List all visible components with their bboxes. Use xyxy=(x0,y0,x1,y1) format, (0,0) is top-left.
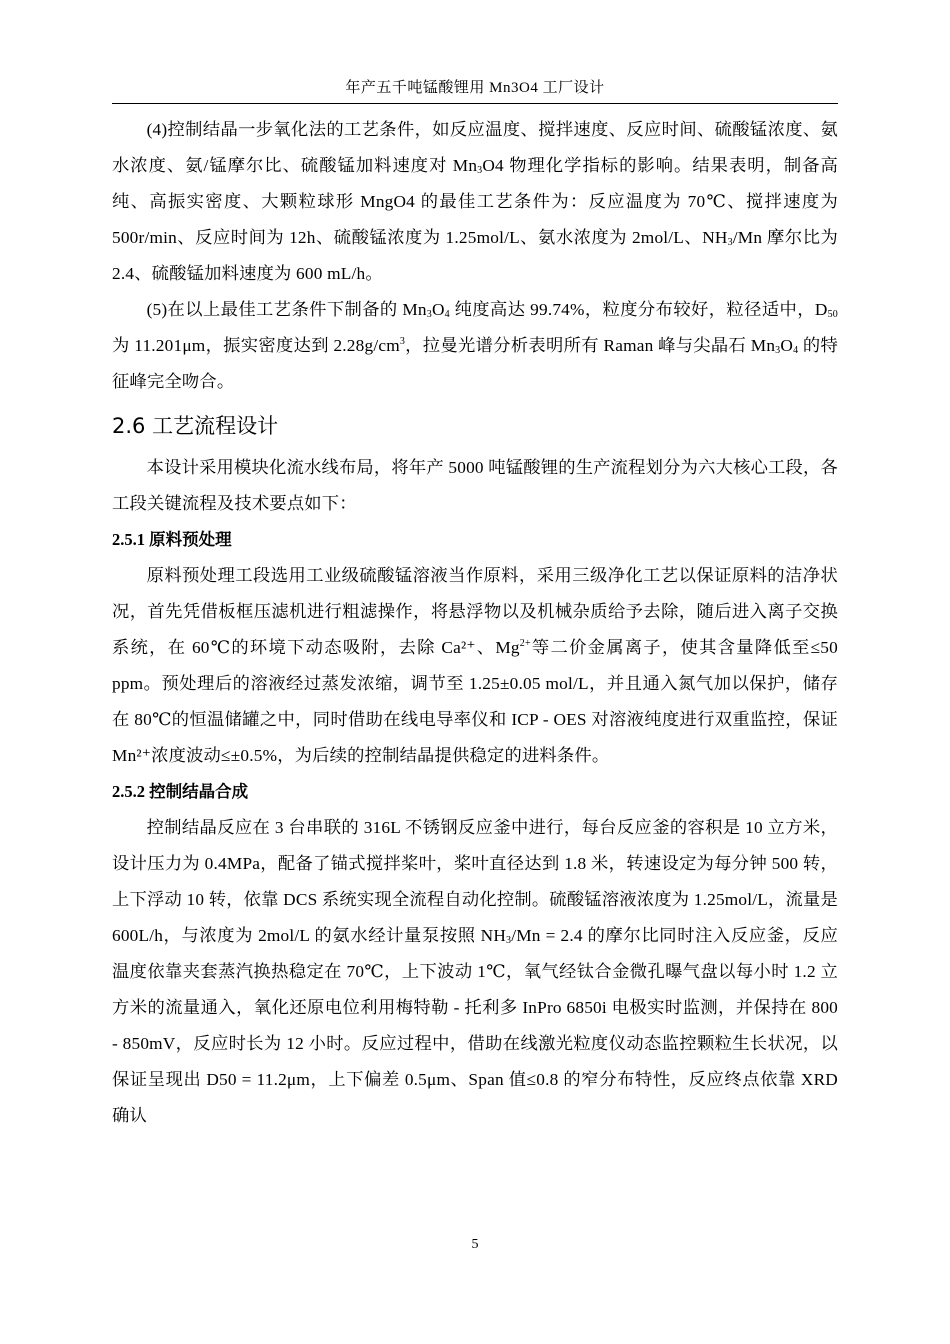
p5-sup-h: 3 xyxy=(399,336,406,347)
p4-sub-b: 3 xyxy=(477,165,483,176)
p4-text-c: O4 物理化学指标的影响。结果表明，制备高纯、高振实密度、大颗粒球形 MngO4 的最佳工艺条件为：反应温度为 70℃、搅拌速度为 500r/min、反应时间为 12h、硫酸锰浓度为 1.25mol/L、氨水浓度为 2mol/L、NH xyxy=(112,156,838,247)
section-heading: 2.6 工艺流程设计 xyxy=(112,414,279,438)
sub1-text-a: 原料预处理工段选用工业级硫酸锰溶液当作原料，采用三级净化工艺以保证原料的洁净状况，首先凭借板框压滤机进行粗滤操作，将悬浮物以及机械杂质给予去除，随后进入离子交换系统，在 60℃的环境下动态吸附，去除 Ca²⁺、Mg xyxy=(112,566,838,657)
p5-text-k: O xyxy=(780,336,794,355)
header-rule xyxy=(112,103,838,104)
subsection-heading-raw-material: 2.5.1 原料预处理 xyxy=(112,530,232,549)
subsection-heading-crystallization: 2.5.2 控制结晶合成 xyxy=(112,782,249,801)
sub2-text-a: 控制结晶反应在 3 台串联的 316L 不锈钢反应釜中进行，每台反应釜的容积是 10 立方米，设计压力为 0.4MPa，配备了锚式搅拌桨叶，桨叶直径达到 1.8 米，转速设定为每分钟 500 转，上下浮动 10 转，依靠 DCS 系统实现全流程自动化控制。硫酸锰溶液浓度为 1.25mol/L，流量是 600L/h，与浓度为 2mol/L 的氨水经计量泵按照 NH xyxy=(112,818,838,945)
p5-sub-f: 50 xyxy=(827,309,838,320)
p5-text-c: O xyxy=(431,300,445,319)
page-number: 5 xyxy=(471,1237,479,1252)
crystallization-paragraph xyxy=(112,810,838,1134)
sub1-text-c: 等二价金属离子，使其含量降低至≤50 ppm。预处理后的溶液经过蒸发浓缩，调节至 1.25±0.05 mol/L，并且通入氮气加以保护，储存在 80℃的恒温储罐之中，同时借助在线电导率仪和 ICP - OES 对溶液纯度进行双重监控，保证 Mn²⁺浓度波动≤±0.5%，为后续的控制结晶提供稳定的进料条件。 xyxy=(112,638,838,765)
p5-text-e: 纯度高达 99.74%，粒度分布较好，粒径适中，D xyxy=(449,300,828,319)
p5-sub-d: 4 xyxy=(444,309,450,320)
page-content xyxy=(112,112,838,1134)
sub2-text-c: /Mn = 2.4 的摩尔比同时注入反应釜，反应温度依靠夹套蒸汽换热稳定在 70℃，上下波动 1℃，氧气经钛合金微孔曝气盘以每小时 1.2 立方米的流量通入，氧化还原电位利用梅特勒 - 托利多 InPro 6850i 电极实时监测，并保持在 800 - 850mV，反应时长为 12 小时。反应过程中，借助在线激光粒度仪动态监控颗粒生长状况，以保证呈现出 D50 = 11.2μm，上下偏差 0.5μm、Span 值≤0.8 的窄分布特性，反应终点依靠 XRD 确认 xyxy=(112,926,838,1125)
intro-paragraph: 本设计采用模块化流水线布局，将年产 5000 吨锰酸锂的生产流程划分为六大核心工段，各工段关键流程及技术要点如下： xyxy=(112,458,838,513)
paragraph-item-5 xyxy=(112,292,838,400)
sub1-sup-b: 2+ xyxy=(519,638,531,649)
raw-material-paragraph xyxy=(112,558,838,774)
paragraph-item-4 xyxy=(112,112,838,292)
p4-text-e: /Mn 摩尔比为 2.4、硫酸锰加料速度为 600 mL/h。 xyxy=(112,228,838,283)
p5-text-a: (5)在以上最佳工艺条件下制备的 Mn xyxy=(146,300,427,319)
p5-text-i: ，拉曼光谱分析表明所有 Raman 峰与尖晶石 Mn xyxy=(405,336,776,355)
p5-sub-l: 4 xyxy=(793,345,799,356)
p4-sub-d: 3 xyxy=(727,237,733,248)
p5-text-g: 为 11.201μm，振实密度达到 2.28g/cm xyxy=(112,336,400,355)
p5-sub-j: 3 xyxy=(775,345,781,356)
p4-text-a: (4)控制结晶一步氧化法的工艺条件，如反应温度、搅拌速度、反应时间、硫酸锰浓度、氨水浓度、氨/锰摩尔比、硫酸锰加料速度对 Mn xyxy=(112,120,838,175)
p5-sub-b: 3 xyxy=(426,309,432,320)
running-header: 年产五千吨锰酸锂用 Mn3O4 工厂设计 xyxy=(345,80,605,96)
p5-text-m: 的特征峰完全吻合。 xyxy=(112,336,838,391)
sub2-sub-b: 3 xyxy=(506,935,512,946)
